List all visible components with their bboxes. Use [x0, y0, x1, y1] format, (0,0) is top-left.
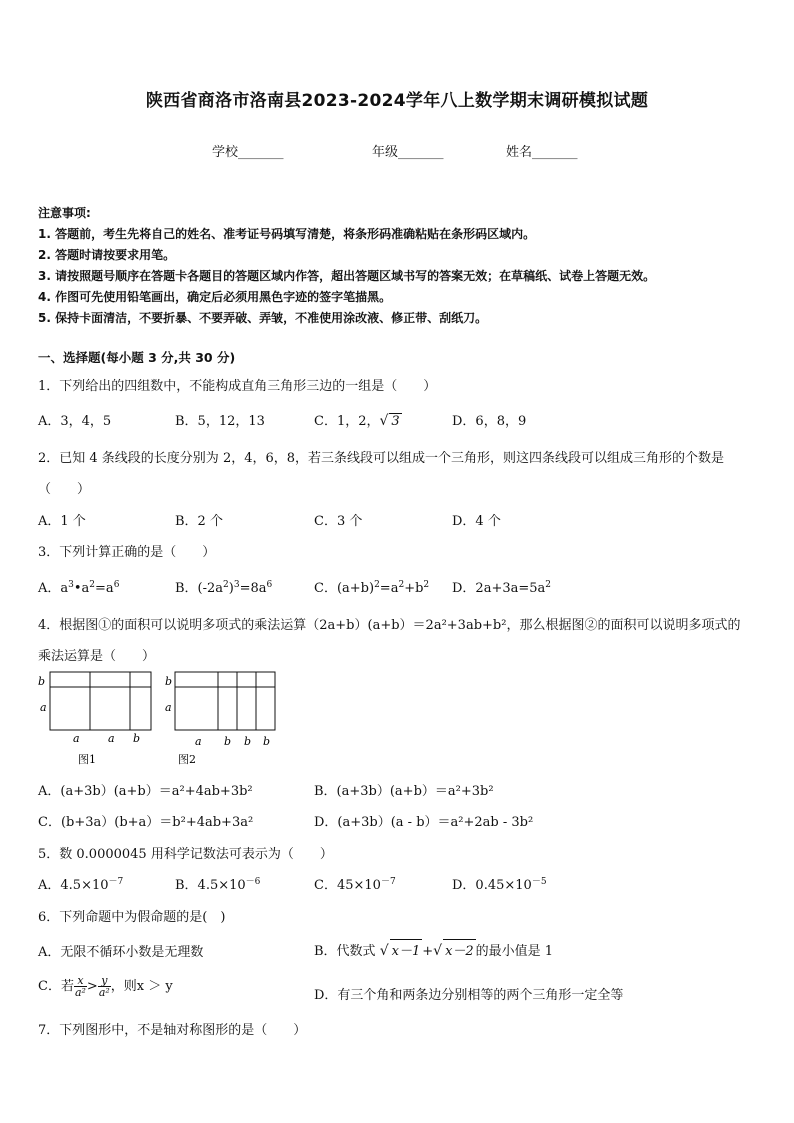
notes-heading: 注意事项:	[38, 206, 91, 220]
q6-b-radicand-1: x－1	[390, 939, 423, 959]
question-2-stem: 2．已知 4 条线段的长度分别为 2，4，6，8，若三条线段可以组成一个三角形，则这四条线段可以组成三角形的个数是	[38, 451, 725, 466]
note-item: 3. 请按照题号顺序在答题卡各题目的答题区域内作答，超出答题区域书写的答案无效；在草稿纸、试卷上答题无效。	[38, 269, 656, 283]
q1-option-a[interactable]: A．3，4，5	[38, 414, 112, 429]
fig1-label-a: a	[40, 701, 47, 714]
q4-option-c[interactable]: C．(b+3a）(b+a）＝b²+4ab+3a²	[38, 815, 254, 830]
q3-b-part: B．(-2a	[175, 581, 224, 596]
q5-option-c[interactable]	[314, 874, 396, 893]
sqrt-symbol: √	[433, 943, 443, 959]
q1-option-b[interactable]: B．5，12，13	[175, 414, 265, 429]
q5-option-d[interactable]	[452, 874, 547, 893]
q3-c-exp: 2	[374, 580, 380, 590]
q1-option-d[interactable]: D．6，8，9	[452, 414, 527, 429]
q5-option-b[interactable]	[175, 874, 260, 893]
q3-a-exp: 3	[68, 580, 74, 590]
fig2-label-a: a	[195, 735, 202, 748]
sqrt-symbol: √	[379, 413, 389, 429]
q3-c-part: +b	[404, 581, 424, 596]
q5-option-a[interactable]	[38, 874, 123, 893]
q6-c-gt: >	[86, 979, 98, 994]
q3-b-exp: 6	[266, 580, 273, 590]
q5-b-base: B．4.5×10	[175, 878, 246, 893]
fig2-label-b: b	[224, 735, 232, 748]
fig1-label-a: a	[73, 732, 80, 745]
q3-a-part: •a	[73, 581, 90, 596]
q6-option-c[interactable]	[38, 975, 173, 998]
q3-option-a[interactable]	[38, 577, 119, 596]
q6-option-a[interactable]: A．无限不循环小数是无理数	[38, 945, 204, 960]
q6-b-plus: +	[422, 944, 434, 959]
question-7-stem: 7．下列图形中，不是轴对称图形的是（ ）	[38, 1023, 307, 1038]
q3-c-part: C．(a+b)	[314, 581, 375, 596]
q5-a-exp: －7	[108, 877, 124, 887]
fig1-label-b: b	[133, 732, 141, 745]
q6-b-radicand-2: x－2	[443, 939, 476, 959]
q1-option-c-radicand: 3	[391, 414, 400, 429]
q3-b-exp: 2	[223, 580, 229, 590]
q4-option-b[interactable]: B．(a+3b）(a+b）＝a²+3b²	[314, 784, 494, 799]
q2-option-b[interactable]: B．2 个	[175, 514, 223, 529]
q4-figures	[38, 668, 282, 770]
note-item: 4. 作图可先使用铅笔画出，确定后必须用黑色字迹的签字笔描黑。	[38, 290, 392, 304]
question-4-stem: 4．根据图①的面积可以说明多项式的乘法运算（2a+b）(a+b）＝2a²+3ab+b²，那么根据图②的面积可以说明多项式的	[38, 618, 741, 633]
q5-b-exp: －6	[245, 877, 261, 887]
question-1-stem: 1．下列给出的四组数中，不能构成直角三角形三边的一组是（ ）	[38, 379, 437, 394]
fig2-label-b: b	[244, 735, 252, 748]
q2-option-d[interactable]: D．4 个	[452, 514, 501, 529]
q6-c-fraction-2	[98, 975, 111, 998]
q6-b-text: B．代数式	[314, 944, 376, 959]
fig2-rect	[175, 672, 275, 730]
q3-a-exp: 6	[113, 580, 120, 590]
section-heading: 一、选择题(每小题 3 分,共 30 分)	[38, 350, 236, 365]
q3-b-part: )	[228, 581, 234, 596]
q3-option-b[interactable]	[175, 577, 272, 596]
page-title: 陕西省商洛市洛南县2023-2024学年八上数学期末调研模拟试题	[145, 91, 649, 111]
q3-a-exp: 2	[89, 580, 96, 590]
grade-field[interactable]: 年级_______	[372, 145, 444, 160]
school-field[interactable]: 学校_______	[212, 145, 284, 160]
fig1-label-b: b	[38, 675, 46, 688]
question-6-stem: 6．下列命题中为假命题的是( )	[38, 910, 226, 925]
q3-c-exp: 2	[398, 580, 405, 590]
fig1-label-a: a	[108, 732, 115, 745]
fig2-label-b: b	[165, 675, 173, 688]
q1-option-c-text: C．1，2，	[314, 414, 380, 429]
q6-c-denominator: a²	[98, 986, 110, 999]
question-2-stem-cont: （ ）	[38, 482, 91, 497]
q2-option-a[interactable]: A．1 个	[38, 514, 86, 529]
q3-option-c[interactable]	[314, 577, 429, 596]
q5-d-base: D．0.45×10	[452, 878, 532, 893]
q1-option-c[interactable]	[314, 410, 402, 429]
q6-c-text: ，则x ＞ y	[110, 979, 173, 994]
q6-option-b[interactable]	[314, 939, 553, 959]
fig2-label-b: b	[263, 735, 271, 748]
q4-figure-svg	[38, 668, 282, 770]
q3-c-exp: 2	[423, 580, 430, 590]
q3-c-part: =a	[379, 581, 399, 596]
q3-b-exp: 3	[233, 580, 240, 590]
q5-c-base: C．45×10	[314, 878, 381, 893]
question-4-stem-cont: 乘法运算是（ ）	[38, 649, 156, 664]
q6-c-fraction-1	[74, 975, 87, 998]
question-3-stem: 3．下列计算正确的是（ ）	[38, 545, 216, 560]
q3-d-part: D．2a+3a=5a	[452, 581, 546, 596]
q5-a-base: A．4.5×10	[38, 878, 109, 893]
q3-b-part: =8a	[239, 581, 267, 596]
q5-d-exp: －5	[531, 877, 547, 887]
name-field[interactable]: 姓名_______	[506, 145, 578, 160]
sqrt-symbol: √	[379, 943, 389, 959]
q6-c-text: C．若	[38, 979, 74, 994]
q6-option-d[interactable]: D．有三个角和两条边分别相等的两个三角形一定全等	[314, 988, 624, 1003]
q2-option-c[interactable]: C．3 个	[314, 514, 363, 529]
fig2-label-a: a	[165, 701, 172, 714]
note-item: 1. 答题前，考生先将自己的姓名、准考证号码填写清楚，将条形码准确粘贴在条形码区域内。	[38, 227, 536, 241]
fig1-rect	[50, 672, 151, 730]
fig1-caption: 图1	[78, 753, 96, 766]
note-item: 2. 答题时请按要求用笔。	[38, 248, 176, 262]
q3-a-part: A．a	[38, 581, 69, 596]
q6-c-numerator: x	[74, 975, 87, 987]
q6-c-numerator: y	[98, 975, 111, 987]
q6-b-text: 的最小值是 1	[475, 944, 554, 959]
notes-block	[38, 203, 768, 329]
q5-c-exp: －7	[380, 877, 396, 887]
fig2-caption: 图2	[178, 753, 196, 766]
q3-d-exp: 2	[545, 580, 552, 590]
q3-a-part: =a	[95, 581, 114, 596]
question-5-stem: 5．数 0.0000045 用科学记数法可表示为（ ）	[38, 847, 333, 862]
q4-option-d[interactable]: D．(a+3b）(a - b）＝a²+2ab - 3b²	[314, 815, 534, 830]
q4-option-a[interactable]: A．(a+3b）(a+b）＝a²+4ab+3b²	[38, 784, 253, 799]
q3-option-d[interactable]	[452, 577, 551, 596]
note-item: 5. 保持卡面清洁，不要折暴、不要弄破、弄皱，不准使用涂改液、修正带、刮纸刀。	[38, 311, 488, 325]
q6-c-denominator: a²	[74, 986, 86, 999]
